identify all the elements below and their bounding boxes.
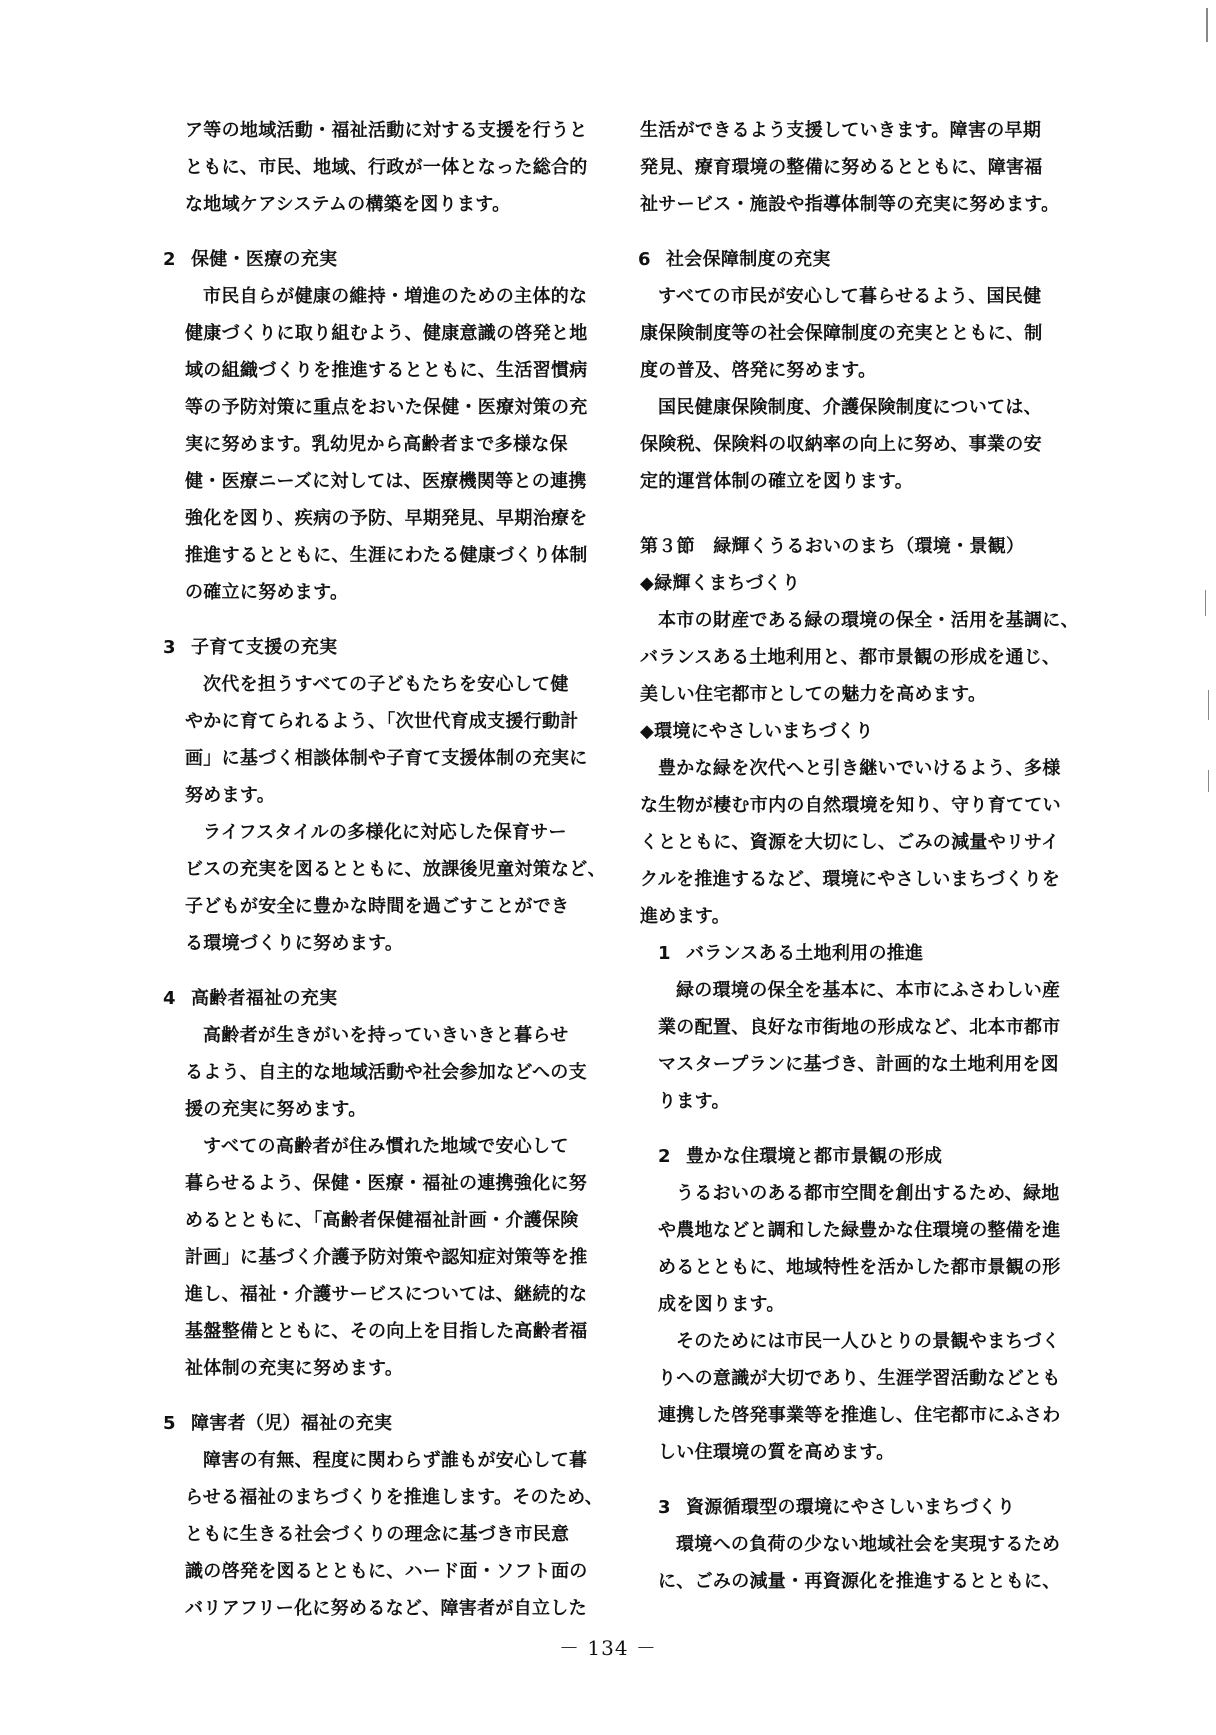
text-line: ビスの充実を図るとともに、放課後児童対策など、	[185, 859, 606, 880]
scan-mark	[1205, 590, 1206, 616]
text-line: 強化を図り、疾病の予防、早期発見、早期治療を	[185, 508, 588, 529]
scan-mark	[1208, 770, 1209, 792]
heading-text: 高齢者福祉の充実	[191, 988, 338, 1009]
text-line: 画」に基づく相談体制や子育て支援体制の充実に	[185, 748, 588, 769]
text-line: 等の予防対策に重点をおいた保健・医療対策の充	[185, 397, 588, 418]
section-heading	[163, 241, 605, 278]
section-heading	[163, 980, 605, 1017]
text-line: 域の組織づくりを推進するとともに、生活習慣病	[185, 360, 588, 381]
text-line: ア等の地域活動・福祉活動に対する支援を行うと	[185, 120, 588, 141]
text-line: 健・医療ニーズに対しては、医療機関等との連携	[185, 471, 587, 492]
text-line: らせる福祉のまちづくりを推進します。そのため、	[185, 1487, 604, 1508]
text-line: めるとともに、地域特性を活かした都市景観の形	[658, 1257, 1061, 1278]
text-line: な地域ケアシステムの構築を図ります。	[185, 194, 511, 215]
text-line: バリアフリー化に努めるなど、障害者が自立した	[185, 1598, 587, 1619]
text-line: ともに生きる社会づくりの理念に基づき市民意	[185, 1524, 570, 1545]
text-line: 推進するとともに、生涯にわたる健康づくり体制	[185, 545, 588, 566]
heading-text: 豊かな住環境と都市景観の形成	[686, 1146, 943, 1167]
text-line: 実に努めます。乳幼児から高齢者まで多様な保	[185, 434, 568, 455]
text-line: 市民自らが健康の維持・増進のための主体的な	[203, 286, 588, 307]
heading-number: 6	[638, 249, 651, 270]
section-heading	[163, 1405, 605, 1442]
text-line: くとともに、資源を大切にし、ごみの減量やリサイ	[640, 832, 1060, 853]
text-line: るよう、自主的な地域活動や社会参加などへの支	[185, 1062, 587, 1083]
text-line: 環境への負荷の少ない地域社会を実現するため	[676, 1534, 1061, 1555]
text-line: 連携した啓発事業等を推進し、住宅都市にふさわ	[658, 1405, 1061, 1426]
text-line: 進し、福祉・介護サービスについては、継続的な	[185, 1284, 588, 1305]
heading-number: 5	[163, 1413, 176, 1434]
text-line: 緑の環境の保全を基本に、本市にふさわしい産	[676, 980, 1061, 1001]
paragraph-gap	[185, 1387, 605, 1405]
text-line: すべての市民が安心して暮らせるよう、国民健	[658, 286, 1042, 307]
heading-text: バランスある土地利用の推進	[686, 943, 924, 964]
left-column	[163, 112, 606, 1627]
heading-number: 3	[163, 637, 176, 658]
heading-number: 2	[163, 249, 176, 270]
text-line: 業の配置、良好な市街地の形成など、北本市都市	[658, 1017, 1061, 1038]
heading-text: 資源循環型の環境にやさしいまちづくり	[686, 1497, 1016, 1518]
text-line: や農地などと調和した緑豊かな住環境の整備を進	[658, 1220, 1061, 1241]
text-line: 成を図ります。	[658, 1294, 785, 1315]
text-line: 子どもが安全に豊かな時間を過ごすことができ	[185, 896, 570, 917]
bullet-heading: ◆環境にやさしいまちづくり	[640, 721, 874, 742]
text-line: 努めます。	[185, 785, 276, 806]
section-heading	[163, 629, 605, 666]
text-line: めるとともに、「高齢者保健福祉計画・介護保険	[185, 1210, 579, 1231]
text-line: に、ごみの減量・再資源化を推進するとともに、	[658, 1571, 1061, 1592]
paragraph-gap	[640, 223, 1095, 241]
paragraph-gap	[185, 962, 605, 980]
text-line: 援の充実に努めます。	[185, 1099, 367, 1120]
scan-mark	[1208, 690, 1209, 720]
text-line: 発見、療育環境の整備に努めるとともに、障害福	[640, 157, 1043, 178]
paragraph-gap	[640, 1471, 1095, 1489]
heading-text: 子育て支援の充実	[191, 637, 338, 658]
page-number: － 134 －	[559, 1636, 657, 1660]
text-line: りへの意識が大切であり、生涯学習活動などとも	[658, 1368, 1061, 1389]
text-line: 祉体制の充実に努めます。	[185, 1358, 404, 1379]
heading-number: 4	[163, 988, 176, 1009]
heading-text: 社会保障制度の充実	[666, 249, 831, 270]
text-line: 保険税、保険料の収納率の向上に努め、事業の安	[640, 434, 1042, 455]
text-line: クルを推進するなど、環境にやさしいまちづくりを	[640, 869, 1061, 890]
text-line: 美しい住宅都市としての魅力を高めます。	[640, 684, 987, 705]
text-line: 次代を担うすべての子どもたちを安心して健	[203, 674, 569, 695]
text-line: の確立に努めます。	[185, 582, 349, 603]
paragraph-gap	[185, 611, 605, 629]
text-line: 本市の財産である緑の環境の保全・活用を基調に、	[658, 610, 1079, 631]
text-line: 高齢者が生きがいを持っていきいきと暮らせ	[203, 1025, 569, 1046]
text-line: ライフスタイルの多様化に対応した保育サー	[203, 822, 567, 843]
text-line: 定的運営体制の確立を図ります。	[640, 471, 914, 492]
text-line: 進めます。	[640, 906, 731, 927]
chapter-section-title: 第３節 緑輝くうるおいのまち（環境・景観）	[640, 536, 1025, 557]
text-line: 計画」に基づく介護予防対策や認知症対策等を推	[185, 1247, 588, 1268]
text-line: な生物が棲む市内の自然環境を知り、守り育ててい	[640, 795, 1061, 816]
text-line: る環境づくりに努めます。	[185, 933, 404, 954]
heading-text: 保健・医療の充実	[191, 249, 338, 270]
heading-number: 2	[658, 1146, 671, 1167]
section-heading	[638, 241, 1095, 278]
text-line: すべての高齢者が住み慣れた地域で安心して	[203, 1136, 569, 1157]
paragraph-gap	[640, 1120, 1095, 1138]
heading-number: 3	[658, 1497, 671, 1518]
text-line: ともに、市民、地域、行政が一体となった総合的	[185, 157, 588, 178]
text-line: 祉サービス・施設や指導体制等の充実に努めます。	[640, 194, 1060, 215]
text-line: 生活ができるよう支援していきます。障害の早期	[640, 120, 1042, 141]
text-line: 基盤整備とともに、その向上を目指した高齢者福	[185, 1321, 588, 1342]
text-line: 暮らせるよう、保健・医療・福祉の連携強化に努	[185, 1173, 588, 1194]
text-line: うるおいのある都市空間を創出するため、緑地	[676, 1183, 1060, 1204]
section-heading	[640, 1489, 1095, 1526]
bullet-heading: ◆緑輝くまちづくり	[640, 573, 801, 594]
text-line: やかに育てられるよう、「次世代育成支援行動計	[185, 711, 579, 732]
text-line: しい住環境の質を高めます。	[658, 1442, 895, 1463]
section-heading	[640, 1138, 1095, 1175]
text-line: マスタープランに基づき、計画的な土地利用を図	[658, 1054, 1059, 1075]
section-heading	[640, 935, 1095, 972]
text-line: 障害の有無、程度に関わらず誰もが安心して暮	[203, 1450, 588, 1471]
text-line: 識の啓発を図るとともに、ハード面・ソフト面の	[185, 1561, 588, 1582]
heading-number: 1	[658, 943, 671, 964]
text-line: 健康づくりに取り組むよう、健康意識の啓発と地	[185, 323, 588, 344]
text-line: そのためには市民一人ひとりの景観やまちづく	[676, 1331, 1061, 1352]
paragraph-gap	[185, 223, 605, 241]
text-line: ります。	[658, 1091, 730, 1112]
text-line: バランスある土地利用と、都市景観の形成を通じ、	[640, 647, 1061, 668]
paragraph-gap	[640, 500, 1095, 528]
text-line: 康保険制度等の社会保障制度の充実とともに、制	[640, 323, 1043, 344]
heading-text: 障害者（児）福祉の充実	[191, 1413, 393, 1434]
text-line: 度の普及、啓発に努めます。	[640, 360, 877, 381]
text-line: 豊かな緑を次代へと引き継いでいけるよう、多様	[658, 758, 1061, 779]
right-column	[640, 112, 1095, 1600]
text-line: 国民健康保険制度、介護保険制度については、	[658, 397, 1042, 418]
scan-mark	[1206, 8, 1208, 42]
